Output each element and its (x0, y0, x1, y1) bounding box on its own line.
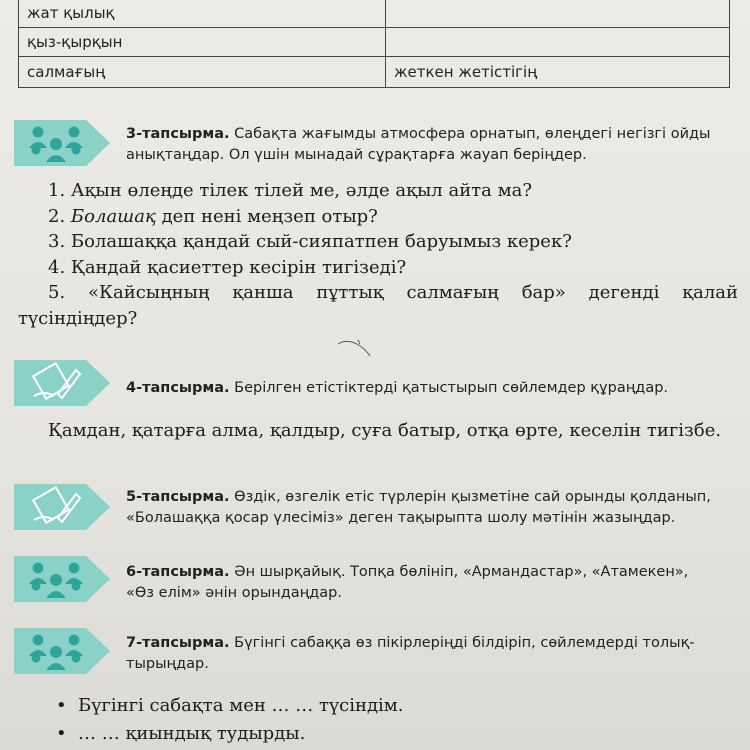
task-3-instruction (126, 124, 736, 166)
task-number: 7-тапсырма. (126, 635, 230, 651)
question-item: 3. Болашаққа қандай сый-сияпатпен баруымыз керек? (48, 231, 572, 252)
table-row (19, 28, 730, 57)
table-cell: салмағың (19, 57, 386, 88)
bullet-item: • … … қиындық тудырды. (56, 720, 696, 748)
task-number: 3-тапсырма. (126, 126, 230, 142)
table-cell: қыз-қырқын (19, 28, 386, 57)
task-4-instruction (126, 378, 736, 399)
table-row (19, 57, 730, 88)
task-number: 4-тапсырма. (126, 380, 230, 396)
group-discussion-icon (14, 628, 110, 674)
task-number: 5-тапсырма. (126, 489, 230, 505)
question-number: 2. (48, 205, 66, 227)
table-cell: жат қылық (19, 0, 386, 28)
task-text: Ән шырқайық. Топқа бөлініп, «Армандастар», «Атамекен», (234, 564, 689, 580)
group-discussion-icon (14, 556, 110, 602)
pencil-mark-icon (336, 338, 372, 358)
table-cell (386, 28, 730, 57)
group-discussion-icon (14, 120, 110, 166)
table-cell: жеткен жетістігің (386, 57, 730, 88)
question-item: 5. «Кайсыңның қанша пұттық салмағың бар» дегенді қалай түсіндіңдер? (18, 282, 738, 329)
task-text: Сабақта жағымды атмосфера орнатып, өлеңдегі негізгі ойды (234, 126, 711, 142)
task-text: Берілген етістіктерді қатыстырып сөйлемдер құраңдар. (234, 380, 669, 396)
task-7-instruction (126, 633, 736, 675)
emphasized-word: Болашақ (70, 205, 156, 227)
pen-writing-icon (14, 360, 110, 406)
task-text: Бүгінгі сабаққа өз пікірлеріңді білдіріп, сөйлемдерді толық- (234, 635, 695, 651)
question-list (18, 178, 738, 331)
task-5-instruction (126, 487, 736, 529)
table-cell (386, 0, 730, 28)
question-item: 1. Ақын өлеңде тілек тілей ме, әлде ақыл айта ма? (48, 180, 532, 201)
task-text: Өздік, өзгелік етіс түрлерін қызметіне сай орынды қолданып, (234, 489, 711, 505)
task-text: тырыңдар. (126, 656, 209, 672)
task-6-instruction (126, 562, 736, 604)
bullet-item: • Бүгінгі сабақта мен … … түсіндім. (56, 692, 696, 720)
question-item: 4. Қандай қасиеттер кесірін тигізеді? (48, 256, 407, 278)
verb-list-sentence: Қамдан, қатарға алма, қалдыр, суға батыр, отқа өрте, кеселін тигізбе. (48, 420, 722, 441)
pen-writing-icon (14, 484, 110, 530)
task-text: анықтаңдар. Ол үшін мынадай сұрақтарға жауап беріңдер. (126, 147, 587, 163)
question-text: деп нені меңзеп отыр? (161, 205, 378, 227)
task-text: «Өз елім» әнін орындаңдар. (126, 585, 342, 601)
task-number: 6-тапсырма. (126, 564, 230, 580)
task-text: «Болашаққа қосар үлесіміз» деген тақырыпта шолу мәтінін жазыңдар. (126, 510, 676, 526)
vocabulary-table (18, 0, 730, 88)
question-item (18, 204, 738, 230)
completion-bullets (56, 692, 696, 748)
table-row (19, 0, 730, 28)
